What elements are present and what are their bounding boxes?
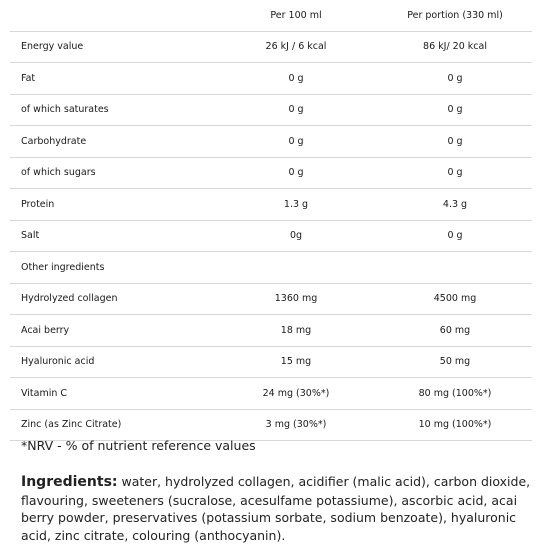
per-portion-value: 60 mg (370, 315, 532, 347)
per-100ml-value: 0 g (200, 126, 370, 158)
nutrient-label: Hyaluronic acid (10, 346, 200, 378)
table-row (10, 157, 532, 189)
per-portion-value: 0 g (370, 220, 532, 252)
ingredients-paragraph (21, 473, 531, 544)
per-100ml-value: 18 mg (200, 315, 370, 347)
nutrient-label: Salt (10, 220, 200, 252)
table-row (10, 94, 532, 126)
per-100ml-value: 0g (200, 220, 370, 252)
per-100ml-value: 1.3 g (200, 189, 370, 221)
nutrient-label: Fat (10, 63, 200, 95)
nutrient-label: Carbohydrate (10, 126, 200, 158)
table-row (10, 315, 532, 347)
nutrient-label: Energy value (10, 31, 200, 63)
per-100ml-value (200, 252, 370, 284)
table-row (10, 283, 532, 315)
nutrient-label: Vitamin C (10, 378, 200, 410)
table-row (10, 378, 532, 410)
nutrient-label: Protein (10, 189, 200, 221)
per-portion-value: 0 g (370, 157, 532, 189)
table-row (10, 220, 532, 252)
nutrient-label: Hydrolyzed collagen (10, 283, 200, 315)
table-header-row (10, 0, 532, 31)
table-row (10, 189, 532, 221)
table-row (10, 252, 532, 284)
per-100ml-value: 0 g (200, 63, 370, 95)
section-label-other-ingredients: Other ingredients (10, 252, 200, 284)
per-portion-value: 4.3 g (370, 189, 532, 221)
per-portion-value: 0 g (370, 94, 532, 126)
table-row (10, 63, 532, 95)
per-portion-value: 0 g (370, 63, 532, 95)
nutrient-label: of which saturates (10, 94, 200, 126)
per-100ml-value: 3 mg (30%*) (200, 409, 370, 441)
per-portion-value: 4500 mg (370, 283, 532, 315)
column-header-per-100ml: Per 100 ml (200, 0, 370, 31)
ingredients-text: water, hydrolyzed collagen, acidifier (malic acid), carbon dioxide, flavouring, sweeteners (sucralose, acesulfame potassiume), ascorbic acid, acai berry powder, preservatives (potassium sorbate, sodium benzoate), hyaluronic acid, zinc citrate, colouring (anthocyanin). (21, 474, 531, 543)
per-100ml-value: 24 mg (30%*) (200, 378, 370, 410)
per-100ml-value: 1360 mg (200, 283, 370, 315)
column-header-per-portion: Per portion (330 ml) (370, 0, 532, 31)
ingredients-heading: Ingredients: (21, 474, 118, 490)
per-portion-value: 50 mg (370, 346, 532, 378)
per-portion-value: 10 mg (100%*) (370, 409, 532, 441)
table-row (10, 409, 532, 441)
per-portion-value: 80 mg (100%*) (370, 378, 532, 410)
nutrient-label: of which sugars (10, 157, 200, 189)
table-row (10, 346, 532, 378)
per-portion-value: 0 g (370, 126, 532, 158)
nutrient-label: Zinc (as Zinc Citrate) (10, 409, 200, 441)
per-100ml-value: 26 kJ / 6 kcal (200, 31, 370, 63)
table-row (10, 31, 532, 63)
nutrition-table (10, 0, 532, 441)
nrv-footnote: *NRV - % of nutrient reference values (21, 438, 256, 453)
nutrient-label: Acai berry (10, 315, 200, 347)
per-portion-value: 86 kJ/ 20 kcal (370, 31, 532, 63)
per-100ml-value: 15 mg (200, 346, 370, 378)
per-100ml-value: 0 g (200, 94, 370, 126)
per-100ml-value: 0 g (200, 157, 370, 189)
table-row (10, 126, 532, 158)
per-portion-value (370, 252, 532, 284)
column-header-nutrient (10, 0, 200, 31)
